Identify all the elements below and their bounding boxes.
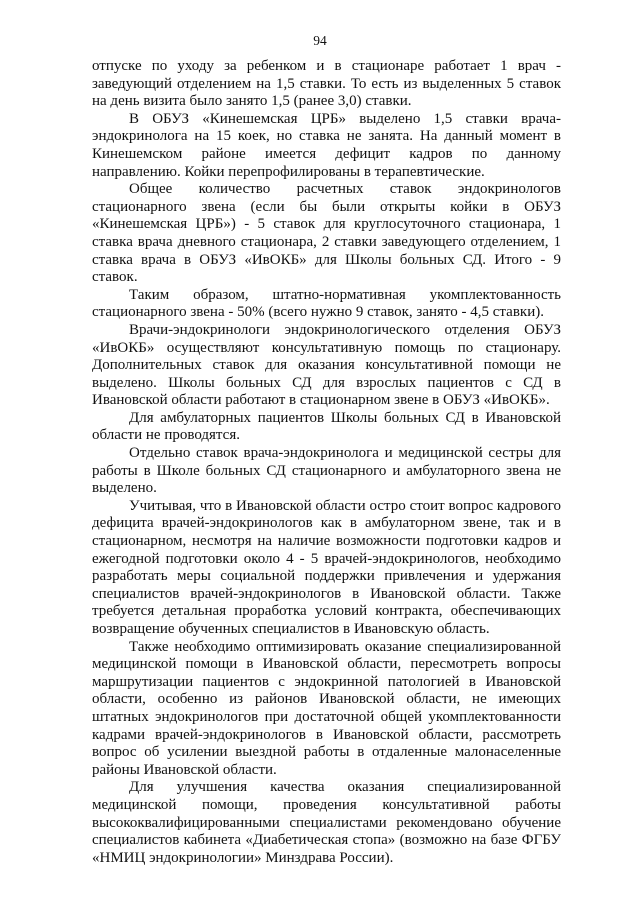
paragraph-4: Таким образом, штатно-нормативная укомплектованность стационарного звена - 50% (всего нужно 9 ставок, занято - 4,5 ставки). xyxy=(92,286,561,321)
paragraph-8: Учитывая, что в Ивановской области остро стоит вопрос кадрового дефицита врачей-эндокринологов как в амбулаторном звене, так и в стационарном, несмотря на наличие возможности подготовки кадров и ежегодной подготовки около 4 - 5 врачей-эндокринологов, необходимо разработать меры социальной поддержки привлечения и удержания специалистов врачей-эндокринологов в Ивановской области. Также требуется детальная проработка условий контракта, обеспечивающих возвращение обученных специалистов в Ивановскую область. xyxy=(92,497,561,637)
paragraph-9: Также необходимо оптимизировать оказание специализированной медицинской помощи в Ивановской области, пересмотреть вопросы маршрутизации пациентов с эндокринной патологией в Ивановской области, особенно из районов Ивановской области, не имеющих штатных эндокринологов при достаточной общей укомплектованности кадрами врачей-эндокринологов в Ивановской области, рассмотреть вопрос об усилении выездной работы в отдаленные малонаселенные районы Ивановской области. xyxy=(92,638,561,778)
paragraph-10: Для улучшения качества оказания специализированной медицинской помощи, проведения консультативной работы высококвалифицированными специалистами рекомендовано обучение специалистов кабинета «Диабетическая стопа» (возможно на базе ФГБУ «НМИЦ эндокринологии» Минздрава России). xyxy=(92,779,561,866)
page-number: 94 xyxy=(313,33,327,48)
paragraph-2: В ОБУЗ «Кинешемская ЦРБ» выделено 1,5 ставки врача-эндокринолога на 15 коек, но ставка не занята. На данный момент в Кинешемском районе имеется дефицит кадров по данному направлению. Койки перепрофилированы в терапевтические. xyxy=(92,110,561,180)
paragraph-3: Общее количество расчетных ставок эндокринологов стационарного звена (если бы были открыты койки в ОБУЗ «Кинешемская ЦРБ») - 5 ставок для круглосуточного стационара, 1 ставка врача дневного стационара, 2 ставки заведующего отделением, 1 ставка врача в ОБУЗ «ИвОКБ» для Школы больных СД. Итого - 9 ставок. xyxy=(92,181,561,286)
paragraph-1: отпуске по уходу за ребенком и в стационаре работает 1 врач - заведующий отделением на 1,5 ставки. То есть из выделенных 5 ставок на день визита было занято 1,5 (ранее 3,0) ставки. xyxy=(92,58,561,110)
paragraph-7: Отдельно ставок врача-эндокринолога и медицинской сестры для работы в Школе больных СД стационарного и амбулаторного звена не выделено. xyxy=(92,445,561,497)
body-text xyxy=(92,58,561,867)
paragraph-5: Врачи-эндокринологи эндокринологического отделения ОБУЗ «ИвОКБ» осуществляют консультативную помощь по стационару. Дополнительных ставок для оказания консультативной помощи не выделено. Школы больных СД для взрослых пациентов с СД в Ивановской области работают в стационарном звене в ОБУЗ «ИвОКБ». xyxy=(92,321,561,409)
paragraph-6: Для амбулаторных пациентов Школы больных СД в Ивановской области не проводятся. xyxy=(92,409,561,444)
